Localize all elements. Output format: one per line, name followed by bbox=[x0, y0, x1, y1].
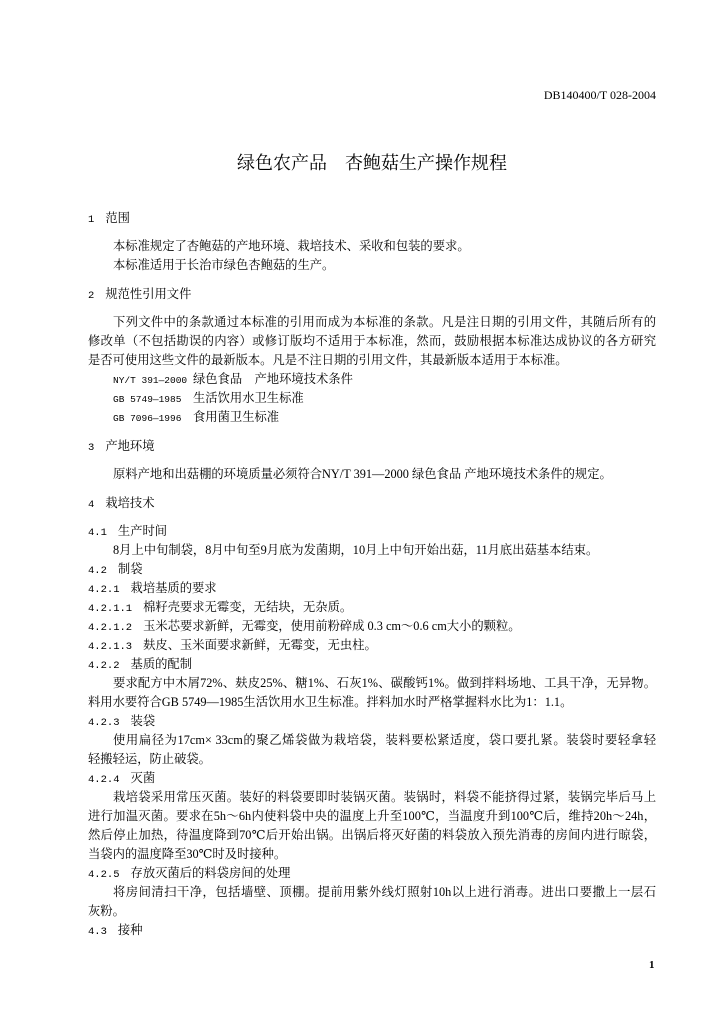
clause-text: 玉米芯要求新鲜，无霉变，使用前粉碎成 0.3 cm～0.6 cm大小的颗粒。 bbox=[143, 619, 521, 633]
subsection-heading bbox=[88, 560, 656, 579]
paragraph-line: 要求配方中木屑72%、麸皮25%、糖1%、石灰1%、碳酸钙1%。做到拌料场地、工具干净，无异物。 bbox=[113, 676, 656, 690]
clause-item bbox=[88, 598, 656, 617]
section-number: 1 bbox=[88, 213, 95, 226]
paragraph-line: 当袋内的温度降至30℃时及时接种。 bbox=[88, 847, 287, 861]
clause-number: 4.2.1.3 bbox=[88, 641, 133, 653]
clause-text: 棉籽壳要求无霉变，无结块，无杂质。 bbox=[143, 600, 353, 614]
section-title: 规范性引用文件 bbox=[105, 286, 192, 301]
paragraph-line: 是否可使用这些文件的最新版本。凡是不注日期的引用文件，其最新版本适用于本标准。 bbox=[88, 353, 568, 367]
subsection-number: 4.3 bbox=[88, 926, 107, 938]
paragraph-line: 下列文件中的条款通过本标准的引用而成为本标准的条款。凡是注日期的引用文件，其随后所有的 bbox=[113, 315, 656, 329]
document-title: 绿色农产品 杏鲍菇生产操作规程 bbox=[237, 153, 507, 173]
subsection-heading bbox=[88, 522, 656, 541]
paragraph-line: 然后停止加热，待温度降到70℃后开始出锅。出锅后将灭好菌的料袋放入预先消毒的房间内进行晾袋， bbox=[88, 828, 656, 842]
section-title: 栽培技术 bbox=[105, 495, 155, 510]
section-number: 3 bbox=[88, 441, 95, 454]
subsection-title: 存放灭菌后的料袋房间的处理 bbox=[130, 866, 291, 880]
clause-number: 4.2.1.1 bbox=[88, 603, 133, 615]
subsection-title: 接种 bbox=[117, 923, 143, 937]
subsection-number: 4.2.3 bbox=[88, 717, 120, 729]
reference-code: NY/T 391—2000 bbox=[113, 375, 188, 386]
reference-code: GB 5749—1985 bbox=[113, 394, 182, 405]
page-number: 1 bbox=[649, 959, 655, 971]
reference-item bbox=[88, 370, 656, 389]
clause-text: 麸皮、玉米面要求新鲜，无霉变，无虫柱。 bbox=[143, 638, 377, 652]
paragraph-line: 进行加温灭菌。要求在5h～6h内使料袋中央的温度上升至100℃，当温度升到100℃后，维持20h～24h， bbox=[88, 809, 656, 823]
reference-code: GB 7096—1996 bbox=[113, 413, 182, 424]
clause-item bbox=[88, 617, 656, 636]
section-title: 产地环境 bbox=[105, 438, 155, 453]
paragraph-line: 8月上中旬制袋，8月中旬至9月底为发菌期，10月上中旬开始出菇，11月底出菇基本结束。 bbox=[113, 543, 599, 557]
reference-name: 食用菌卫生标准 bbox=[193, 410, 280, 424]
subsection-title: 灭菌 bbox=[130, 771, 156, 785]
subsection-title: 基质的配制 bbox=[130, 657, 193, 671]
paragraph-line: 轻搬轻运，防止破袋。 bbox=[88, 752, 211, 766]
section-heading bbox=[88, 437, 656, 456]
paragraph-line: 本标准规定了杏鲍菇的产地环境、栽培技术、采收和包装的要求。 bbox=[113, 239, 470, 253]
reference-item bbox=[88, 389, 656, 408]
subsection-number: 4.2.1 bbox=[88, 584, 120, 596]
subsection-number: 4.2.5 bbox=[88, 869, 120, 881]
section-heading bbox=[88, 285, 656, 304]
section-heading bbox=[88, 209, 656, 228]
paragraph-line: 本标准适用于长治市绿色杏鲍菇的生产。 bbox=[113, 258, 335, 272]
section-number: 2 bbox=[88, 289, 95, 302]
reference-item bbox=[88, 408, 656, 427]
subsection-title: 生产时间 bbox=[117, 524, 168, 538]
paragraph-line: 料用水要符合GB 5749—1985生活饮用水卫生标准。拌料加水时严格掌握料水比为1：1.1。 bbox=[88, 695, 573, 709]
section-heading bbox=[88, 494, 656, 513]
clause-item bbox=[88, 636, 656, 655]
subsection-number: 4.2 bbox=[88, 565, 107, 577]
subsection-number: 4.2.4 bbox=[88, 774, 120, 786]
clause-number: 4.2.1.2 bbox=[88, 622, 133, 634]
subsection-title: 装袋 bbox=[130, 714, 156, 728]
subsection-title: 栽培基质的要求 bbox=[130, 581, 217, 595]
subsection-heading bbox=[88, 921, 656, 940]
subsection-number: 4.2.2 bbox=[88, 660, 120, 672]
subsection-heading bbox=[88, 864, 656, 883]
subsection-heading bbox=[88, 769, 656, 788]
document-body bbox=[88, 199, 656, 940]
paragraph-line: 使用扁径为17cm× 33cm的聚乙烯袋做为栽培袋，装料要松紧适度，袋口要扎紧。装袋时要轻拿轻 bbox=[113, 733, 656, 747]
paragraph-line: 将房间清扫干净，包括墙壁、顶棚。提前用紫外线灯照射10h以上进行消毒。进出口要撒上一层石 bbox=[113, 885, 656, 899]
paragraph-line: 灰粉。 bbox=[88, 904, 125, 918]
reference-name: 绿色食品 产地环境技术条件 bbox=[193, 372, 353, 386]
subsection-heading bbox=[88, 712, 656, 731]
paragraph-line: 修改单（不包括勘误的内容）或修订版均不适用于本标准，然而，鼓励根据本标准达成协议的各方研究 bbox=[88, 334, 656, 348]
reference-name: 生活饮用水卫生标准 bbox=[193, 391, 304, 405]
paragraph-line: 栽培袋采用常压灭菌。装好的料袋要即时装锅灭菌。装锅时，料袋不能挤得过紧，装锅完毕后马上 bbox=[113, 790, 656, 804]
section-title: 范围 bbox=[105, 210, 130, 225]
paragraph-line: 原料产地和出菇棚的环境质量必须符合NY/T 391—2000 绿色食品 产地环境技术条件的规定。 bbox=[113, 467, 612, 481]
section-number: 4 bbox=[88, 498, 95, 511]
subsection-heading bbox=[88, 655, 656, 674]
document-code: DB140400/T 028-2004 bbox=[543, 88, 656, 102]
subsection-number: 4.1 bbox=[88, 527, 107, 539]
subsection-heading bbox=[88, 579, 656, 598]
subsection-title: 制袋 bbox=[117, 562, 143, 576]
